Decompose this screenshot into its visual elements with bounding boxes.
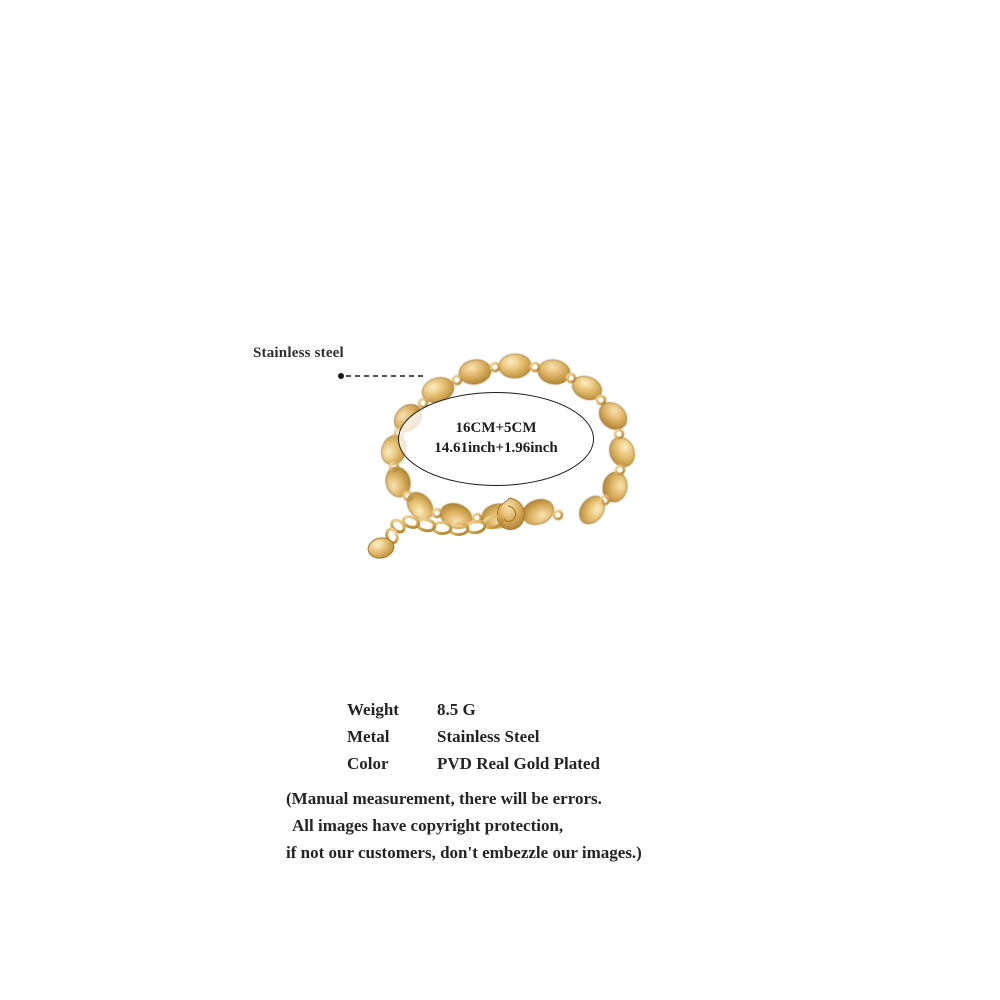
spec-key-metal: Metal	[347, 727, 390, 746]
size-callout	[398, 392, 594, 486]
spec-key-weight: Weight	[347, 700, 399, 719]
spec-row-color	[347, 754, 767, 781]
disclaimer-line-2: All images have copyright protection,	[292, 815, 564, 835]
material-annotation-label: Stainless steel	[253, 345, 344, 361]
disclaimer-line-1: (Manual measurement, there will be errors.	[286, 789, 602, 808]
spec-table	[347, 700, 767, 781]
disclaimer	[286, 786, 756, 867]
spec-key-color: Color	[347, 754, 389, 773]
spec-row-metal	[347, 727, 767, 754]
size-callout-cm: 16CM+5CM	[455, 420, 537, 437]
spec-value-color: PVD Real Gold Plated	[437, 754, 600, 773]
disclaimer-line-3: if not our customers, don't embezzle our images.)	[286, 842, 642, 862]
spec-value-weight: 8.5 G	[437, 700, 476, 719]
spec-row-weight	[347, 700, 767, 727]
spec-value-metal: Stainless Steel	[437, 727, 540, 746]
size-callout-inch: 14.61inch+1.96inch	[434, 440, 558, 456]
